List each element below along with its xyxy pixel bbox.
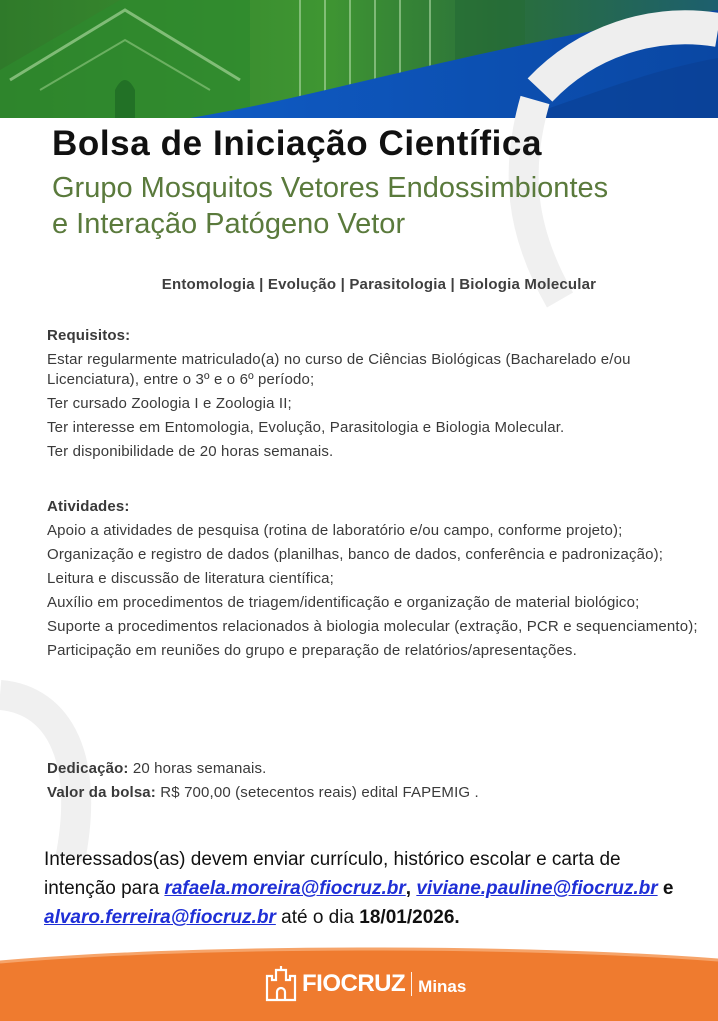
poster-title: Bolsa de Iniciação Científica: [52, 124, 543, 163]
bolsa-details: [47, 759, 715, 807]
valor-value: R$ 700,00 (setecentos reais) edital FAPEMIG .: [155, 784, 479, 801]
atividade-item: Apoio a atividades de pesquisa (rotina de laboratório e/ou campo, conforme projeto);: [47, 522, 623, 539]
atividades-heading: Atividades:: [47, 498, 130, 515]
requisito-item: Ter cursado Zoologia I e Zoologia II;: [47, 395, 292, 412]
valor-label: Valor da bolsa:: [47, 784, 156, 801]
dedicacao-label: Dedicação:: [47, 760, 129, 777]
requisito-item: Ter interesse em Entomologia, Evolução, Parasitologia e Biologia Molecular.: [47, 419, 565, 436]
contact-comma: ,: [405, 878, 412, 899]
header-building-photo: [0, 0, 718, 118]
atividade-item: Suporte a procedimentos relacionados à biologia molecular (extração, PCR e sequenciamento);: [47, 618, 698, 635]
requisito-item: Ter disponibilidade de 20 horas semanais.: [47, 443, 334, 460]
logo-unit: Minas: [418, 977, 467, 996]
atividade-item: Organização e registro de dados (planilhas, banco de dados, conferência e padronização);: [47, 546, 664, 563]
dedicacao-row: [47, 759, 715, 779]
atividades-section: [47, 497, 715, 665]
dedicacao-value: 20 horas semanais.: [128, 760, 267, 777]
poster-subtitle: [52, 170, 712, 242]
email-link-viviane[interactable]: viviane.pauline@fiocruz.br: [416, 878, 658, 899]
contact-intro: Interessados(as) devem enviar currículo, histórico escolar e carta de intenção para: [44, 849, 621, 899]
requisitos-section: [47, 326, 715, 466]
email-link-rafaela[interactable]: rafaela.moreira@fiocruz.br: [164, 878, 406, 899]
valor-row: [47, 783, 715, 803]
atividade-item: Auxílio em procedimentos de triagem/identificação e organização de material biológico;: [47, 594, 640, 611]
castle-icon: [264, 966, 298, 1002]
contact-paragraph: [44, 845, 684, 932]
subtitle-line-1: Grupo Mosquitos Vetores Endossimbiontes: [52, 172, 609, 204]
deadline-date: 18/01/2026.: [359, 907, 460, 928]
atividade-item: Leitura e discussão de literatura científica;: [47, 570, 334, 587]
atividade-item: Participação em reuniões do grupo e preparação de relatórios/apresentações.: [47, 642, 577, 659]
logo-name: FIOCRUZ: [302, 970, 406, 997]
fiocruz-logo: [264, 964, 466, 1004]
header-banner: [0, 0, 718, 118]
contact-until: até o dia: [275, 907, 360, 928]
keywords-line: Entomologia | Evolução | Parasitologia | Biologia Molecular: [161, 276, 597, 293]
logo-divider: [411, 972, 412, 996]
subtitle-line-2: e Interação Patógeno Vetor: [52, 208, 406, 240]
email-link-alvaro[interactable]: alvaro.ferreira@fiocruz.br: [44, 907, 276, 928]
contact-and: e: [657, 878, 674, 899]
requisito-item: Estar regularmente matriculado(a) no curso de Ciências Biológicas (Bacharelado e/ou Licenciatura), entre o 3º e o 6º período;: [47, 351, 631, 388]
requisitos-heading: Requisitos:: [47, 327, 131, 344]
